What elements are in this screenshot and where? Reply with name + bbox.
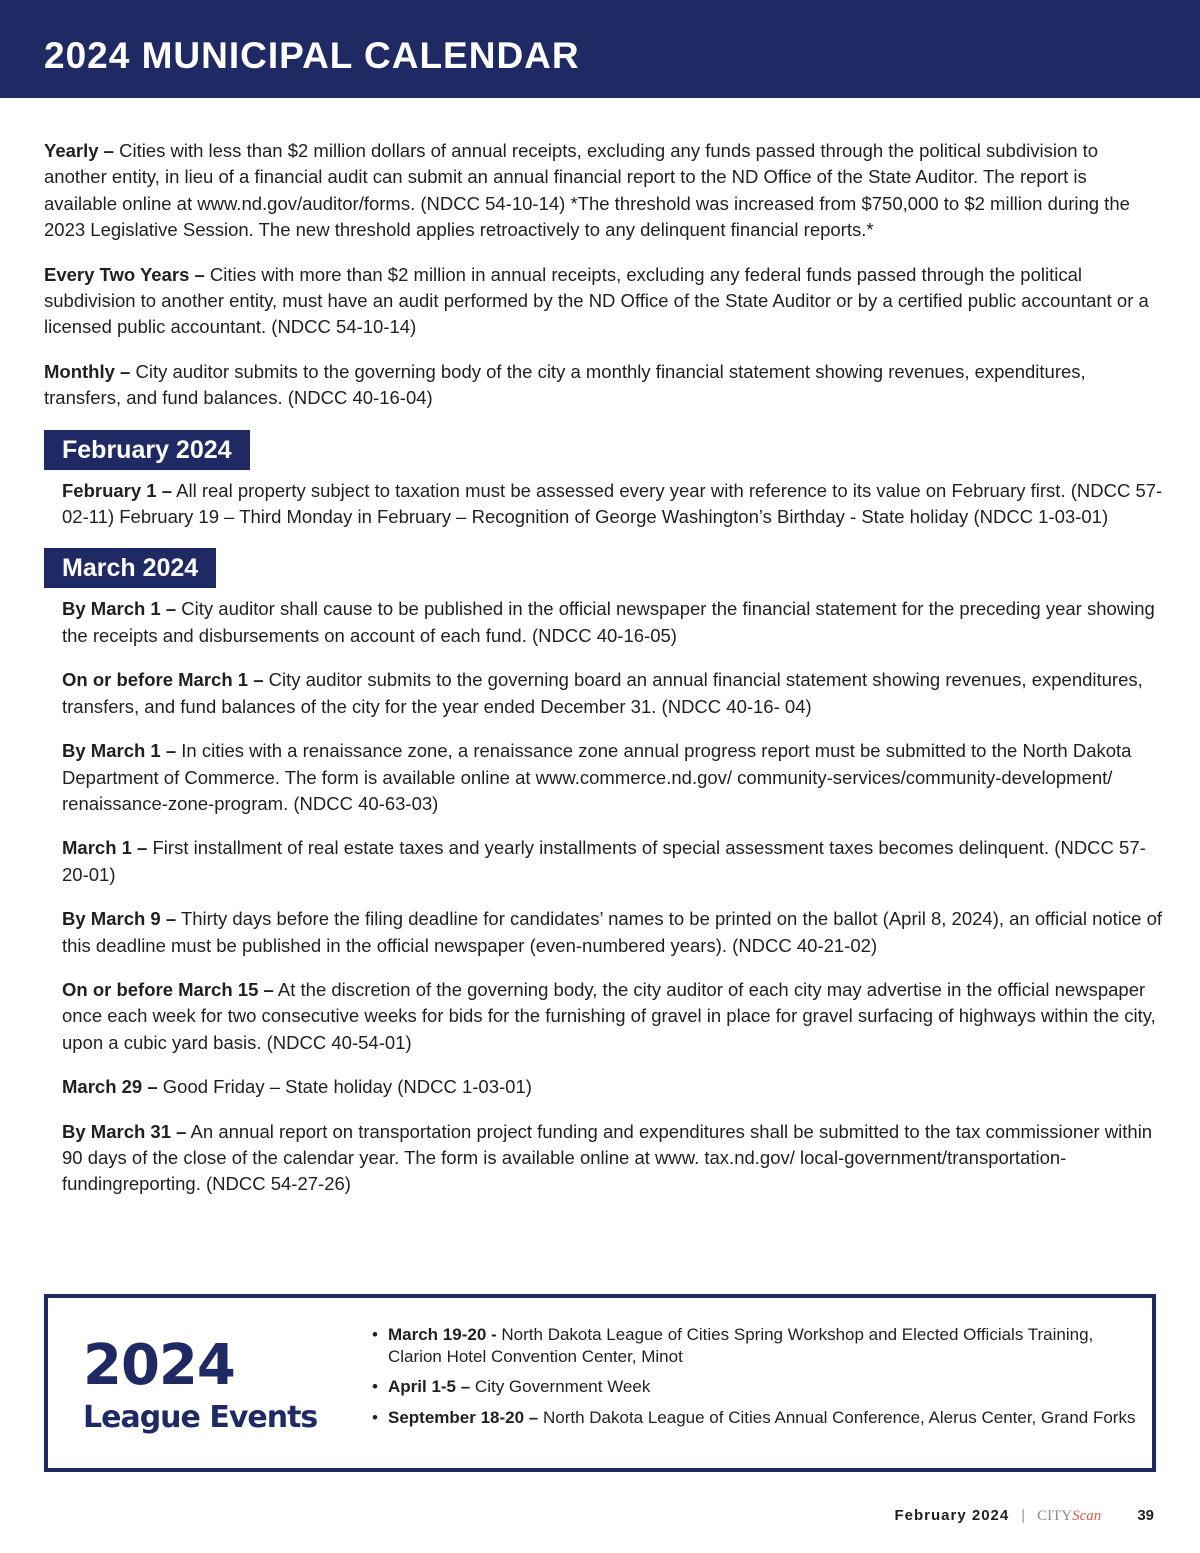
entry-text: Thirty days before the filing deadline for candidates’ names to be printed on the ballot (April 8, 2024), an official notice of this deadline must be published in the official newspaper (even-numbered years). (NDCC 40-21-02) — [62, 908, 1163, 956]
entry-text: City auditor submits to the governing board an annual financial statement showing revenues, expenditures, transfers, and fund balances of the city for the year ended December 31. (NDCC 40-16- 04) — [62, 669, 1143, 717]
footer-separator: | — [1021, 1507, 1026, 1524]
entry-text: Good Friday – State holiday (NDCC 1-03-01) — [157, 1076, 532, 1098]
bullet-icon: • — [372, 1407, 378, 1427]
calendar-entry — [62, 835, 1164, 888]
calendar-entry — [62, 1119, 1164, 1198]
february-items — [44, 478, 1164, 531]
general-entry — [44, 359, 1164, 412]
page-title: 2024 MUNICIPAL CALENDAR — [44, 35, 580, 76]
event-text: North Dakota League of Cities Spring Workshop and Elected Officials Training, Clarion Hotel Convention Center, Minot — [388, 1325, 1094, 1366]
header-bar — [0, 0, 1200, 98]
entry-date: March 29 – — [62, 1076, 158, 1098]
calendar-entry — [62, 738, 1164, 817]
entry-date: February 1 – — [62, 479, 173, 501]
entry-date: Monthly – — [44, 360, 131, 382]
entry-text: City auditor submits to the governing body of the city a monthly financial statement showing revenues, expenditures, transfers, and fund balances. (NDCC 40-16-04) — [44, 360, 1086, 409]
event-item — [370, 1407, 1140, 1429]
events-year: 2024 — [83, 1333, 235, 1398]
march-items — [44, 596, 1164, 1197]
entry-date: By March 1 – — [62, 598, 177, 620]
event-date: March 19-20 - — [388, 1325, 497, 1344]
entry-text: An annual report on transportation project funding and expenditures shall be submitted to the tax commissioner within 90 days of the close of the calendar year. The form is available online at www. tax.nd.gov/ local-government/transportation-fundingreporting. (NDCC 54-27-26) — [62, 1120, 1153, 1195]
event-item — [370, 1376, 1140, 1398]
footer-issue: February 2024 — [894, 1507, 1010, 1524]
event-date: April 1-5 – — [388, 1377, 471, 1396]
entry-date: On or before March 1 – — [62, 669, 264, 691]
entry-date: Yearly – — [44, 140, 114, 161]
event-text: City Government Week — [470, 1377, 651, 1396]
calendar-entry — [62, 596, 1164, 649]
entry-text: All real property subject to taxation must be assessed every year with reference to its value on February first. (NDCC 57-02-11) February 19 – Third Monday in February – Recognition of George Washington’s Birthday - State holiday (NDCC 1-03-01) — [62, 479, 1163, 528]
month-heading-february: February 2024 — [44, 430, 250, 470]
entry-date: By March 31 – — [62, 1120, 187, 1142]
calendar-content — [44, 138, 1164, 1216]
logo-city-text: CITY — [1037, 1508, 1073, 1524]
february-section — [44, 430, 1164, 531]
entry-text: First installment of real estate taxes and yearly installments of special assessment taxes becomes delinquent. (NDCC 57-20-01) — [62, 837, 1146, 885]
entry-date: By March 1 – — [62, 740, 177, 762]
bullet-icon: • — [372, 1325, 378, 1344]
event-item — [370, 1324, 1140, 1367]
logo-scan-text: Scan — [1072, 1508, 1102, 1524]
calendar-entry — [62, 977, 1164, 1056]
calendar-entry — [62, 667, 1164, 720]
entry-text: In cities with a renaissance zone, a renaissance zone annual progress report must be submitted to the North Dakota Department of Commerce. The form is available online at www.commerce.nd.gov/ community-services/community-development/ renaissance-zone-program. (NDCC 40-63-03) — [62, 740, 1132, 814]
events-list — [370, 1324, 1140, 1437]
entry-date: On or before March 15 – — [62, 978, 274, 1000]
calendar-entry — [62, 1074, 1164, 1100]
general-requirements — [44, 138, 1164, 412]
march-section — [44, 548, 1164, 1197]
entry-date: Every Two Years – — [44, 263, 205, 285]
events-label: League Events — [83, 1400, 318, 1435]
league-events-box — [44, 1294, 1156, 1472]
event-date: September 18-20 – — [388, 1407, 539, 1427]
entry-text: At the discretion of the governing body, the city auditor of each city may advertise in the official newspaper once each week for two consecutive weeks for bids for the furnishing of gravel in place for gravel surfacing of highways within the city, upon a cubic yard basis. (NDCC 40-54-01) — [62, 978, 1156, 1053]
page-number: 39 — [1137, 1507, 1154, 1524]
general-entry — [44, 138, 1164, 244]
cityscan-logo — [1037, 1504, 1101, 1528]
entry-date: By March 9 – — [62, 908, 177, 930]
calendar-entry — [62, 478, 1164, 531]
bullet-icon: • — [372, 1377, 378, 1396]
entry-text: Cities with less than $2 million dollars of annual receipts, excluding any funds passed through the political subdivision to another entity, in lieu of a financial audit can submit an annual financial report to the ND Office of the State Auditor. The report is available online at www.nd.gov/auditor/forms. (NDCC 54-10-14) *The threshold was increased from $750,000 to $2 million during the 2023 Legislative Session. The new threshold applies retroactively to any delinquent financial reports.* — [44, 140, 1130, 241]
entry-date: March 1 – — [62, 837, 148, 859]
month-heading-march: March 2024 — [44, 548, 216, 588]
calendar-entry — [62, 906, 1164, 959]
page-footer — [895, 1504, 1155, 1528]
general-entry — [44, 262, 1164, 341]
entry-text: Cities with more than $2 million in annual receipts, excluding any federal funds passed through the political subdivision to another entity, must have an audit performed by the ND Office of the State Auditor or by a certified public accountant or a licensed public accountant. (NDCC 54-10-14) — [44, 263, 1149, 338]
entry-text: City auditor shall cause to be published in the official newspaper the financial statement for the preceding year showing the receipts and disbursements on account of each fund. (NDCC 40-16-05) — [62, 598, 1155, 646]
event-text: North Dakota League of Cities Annual Conference, Alerus Center, Grand Forks — [538, 1407, 1136, 1427]
